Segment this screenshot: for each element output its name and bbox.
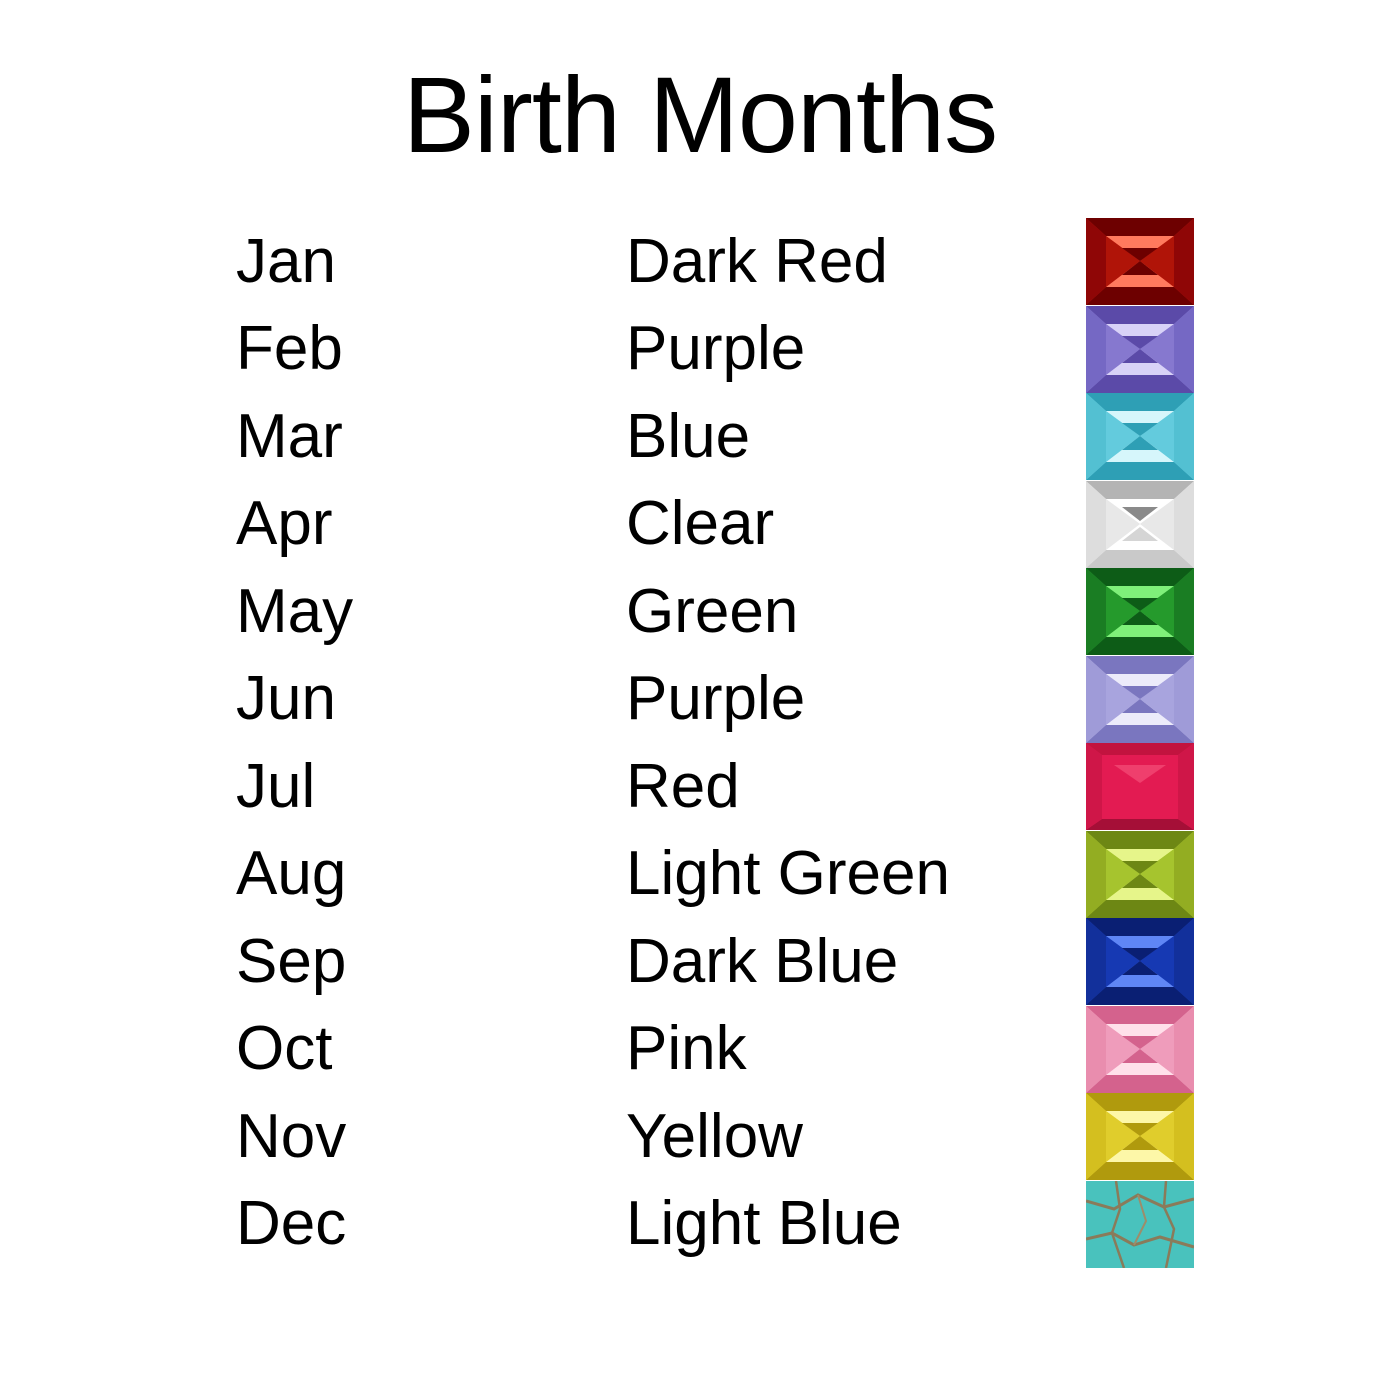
month-label: Feb <box>236 314 343 384</box>
table-row <box>236 831 1236 919</box>
gem-cell <box>1086 306 1206 393</box>
gemstone-icon <box>1086 656 1194 743</box>
month-label: Jun <box>236 664 336 734</box>
gem-cell <box>1086 831 1206 918</box>
month-label: Dec <box>236 1189 347 1259</box>
table-row <box>236 568 1236 656</box>
gemstone-icon <box>1086 393 1194 480</box>
gem-facets <box>1086 656 1194 743</box>
month-label: Mar <box>236 401 343 471</box>
gem-facets <box>1086 918 1194 1005</box>
gem-cell <box>1086 743 1206 830</box>
gem-facets <box>1086 568 1194 655</box>
gem-cell <box>1086 568 1206 655</box>
color-name-label: Red <box>626 751 740 821</box>
color-name-label: Green <box>626 576 799 646</box>
gem-facets <box>1086 481 1194 568</box>
month-label: Sep <box>236 926 347 996</box>
gem-facets <box>1086 393 1194 480</box>
gemstone-icon <box>1086 306 1194 393</box>
gemstone-icon <box>1086 918 1194 1005</box>
birth-months-table <box>236 218 1236 1268</box>
gem-cell <box>1086 1006 1206 1093</box>
gem-facets <box>1086 743 1194 830</box>
color-name-label: Yellow <box>626 1101 803 1171</box>
gemstone-icon <box>1086 481 1194 568</box>
table-row <box>236 918 1236 1006</box>
gem-cell <box>1086 1093 1206 1180</box>
table-row <box>236 1006 1236 1094</box>
gemstone-icon <box>1086 568 1194 655</box>
gem-facets <box>1086 218 1194 305</box>
table-row <box>236 306 1236 394</box>
gem-facets <box>1086 831 1194 918</box>
gem-cell <box>1086 1181 1206 1268</box>
gemstone-icon <box>1086 743 1194 830</box>
gem-facets <box>1086 1093 1194 1180</box>
month-label: Oct <box>236 1014 333 1084</box>
gem-cell <box>1086 656 1206 743</box>
month-label: Apr <box>236 489 333 559</box>
gemstone-icon <box>1086 831 1194 918</box>
table-row <box>236 1181 1236 1269</box>
table-row <box>236 656 1236 744</box>
month-label: May <box>236 576 354 646</box>
color-name-label: Clear <box>626 489 775 559</box>
gem-cell <box>1086 918 1206 1005</box>
table-row <box>236 393 1236 481</box>
page-title: Birth Months <box>402 54 998 175</box>
table-row <box>236 1093 1236 1181</box>
gem-cell <box>1086 393 1206 480</box>
gemstone-icon <box>1086 1093 1194 1180</box>
color-name-label: Pink <box>626 1014 747 1084</box>
month-label: Jan <box>236 226 336 296</box>
gemstone-icon <box>1086 1006 1194 1093</box>
gem-cell <box>1086 218 1206 305</box>
color-name-label: Purple <box>626 664 806 734</box>
color-name-label: Purple <box>626 314 806 384</box>
month-label: Jul <box>236 751 316 821</box>
color-name-label: Dark Blue <box>626 926 899 996</box>
color-name-label: Light Blue <box>626 1189 902 1259</box>
gemstone-icon <box>1086 1181 1194 1268</box>
gem-facets <box>1086 1006 1194 1093</box>
table-row <box>236 218 1236 306</box>
month-label: Aug <box>236 839 347 909</box>
gemstone-icon <box>1086 218 1194 305</box>
table-row <box>236 481 1236 569</box>
table-row <box>236 743 1236 831</box>
gem-cell <box>1086 481 1206 568</box>
gem-facets <box>1086 1181 1194 1268</box>
month-label: Nov <box>236 1101 347 1171</box>
color-name-label: Light Green <box>626 839 950 909</box>
color-name-label: Blue <box>626 401 751 471</box>
gem-facets <box>1086 306 1194 393</box>
color-name-label: Dark Red <box>626 226 888 296</box>
